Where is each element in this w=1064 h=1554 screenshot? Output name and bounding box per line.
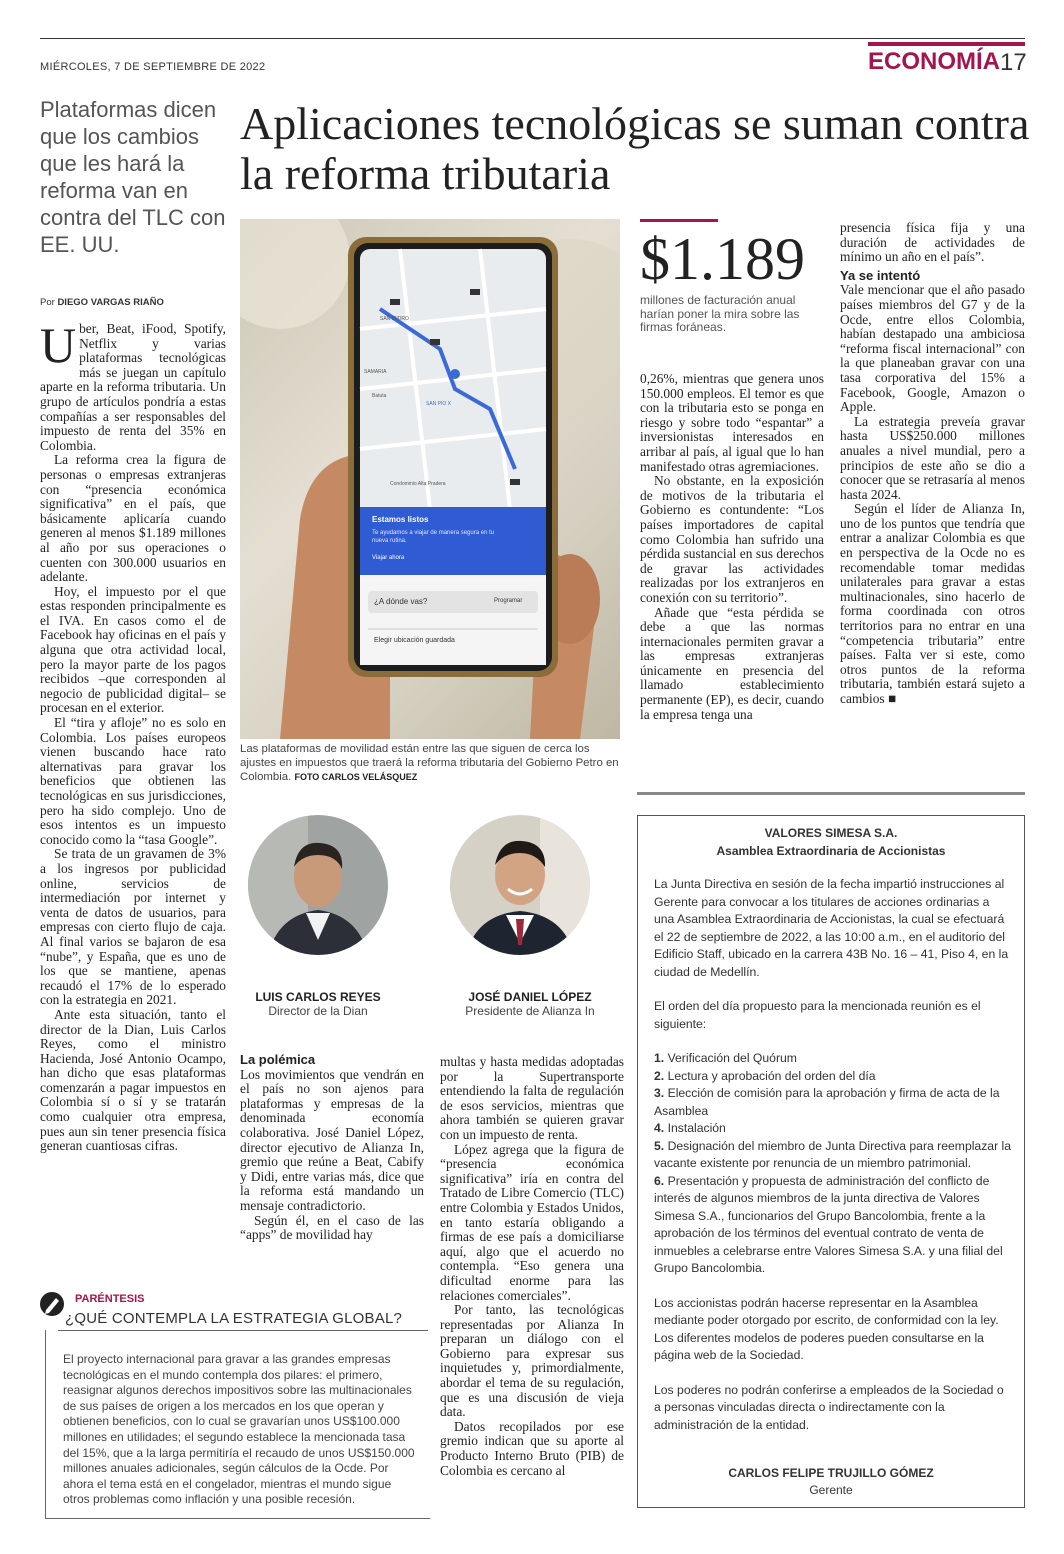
agenda-item: 1. Verificación del Quórum — [654, 1051, 797, 1065]
article-headline: Aplicaciones tecnológicas se suman contra la reforma tributaria — [240, 98, 1030, 199]
map-label: SAN PIO X — [426, 401, 452, 407]
phone-card-link: Viajar ahora — [372, 555, 405, 561]
subheading-ya-se-intento: Ya se intentó — [840, 267, 921, 283]
article-column-3 — [640, 372, 824, 722]
article-paragraph: Uber, Beat, iFood, Spotify, Netflix y varias plataformas tecnológicas más se juegan un capítulo aparte en la reforma tributaria. Un grupo de artículos pondría a estas compañías a ser responsables del impuesto de renta del 35% en Colombia. — [40, 317, 226, 453]
phone-card-title: Estamos listos — [372, 515, 429, 524]
article-paragraph: 0,26%, mientras que genera unos 150.000 empleos. El temor es que con la tributaria esto se ponga en riesgo y sobre todo “espantar” a inversionistas interesados en arribar al país, al igual que lo han manifestado otras agremiaciones. — [640, 371, 824, 474]
parentesis-label: PARÉNTESIS — [75, 1293, 145, 1305]
photo-credit: FOTO CARLOS VELÁSQUEZ — [294, 772, 418, 782]
agenda-item: 6. Presentación y propuesta de administración del conflicto de interés de algunos miembros de la junta directiva de Valores Simesa S.A., funcionarios del Grupo Bancolombia, frente a la aprobación de los términos del eventual contrato de venta de inmuebles a celebrarse entre Valores Simesa S.A. y una filial del Grupo Bancolombia. — [654, 1173, 1003, 1275]
phone-search-action: Programar — [494, 598, 523, 604]
article-paragraph: La reforma crea la figura de personas o empresas extranjeras con “presencia económica significativa” en el país, que básicamente aplicaría cuando generen al menos $1.189 millones al año por sus operaciones o cuenten con 300.000 usuarios en adelante. — [40, 452, 226, 585]
portrait-luis-carlos-reyes — [248, 815, 388, 955]
agenda-item: 3. Elección de comisión para la aprobación y firma de acta de la Asamblea — [654, 1086, 1000, 1118]
portrait-jose-daniel-lopez — [450, 815, 590, 955]
photo-caption-text: Las plataformas de movilidad están entre las que siguen de cerca los ajustes en impuestos que traerá la reforma tributaria del Gobierno Petro en Colombia. — [240, 743, 619, 783]
shareholders-notice — [637, 815, 1025, 1508]
agenda-item: 5. Designación del miembro de Junta Directiva para reemplazar la vacante existente por renuncia de un miembro patrimonial. — [654, 1138, 1012, 1170]
page-number: 17 — [1000, 49, 1027, 76]
agenda-item: 2. Lectura y aprobación del orden del día — [654, 1068, 876, 1083]
article-paragraph: Datos recopilados por ese gremio indican que su aporte al Producto Interno Bruto (PIB) de Colombia es cercano al — [440, 1418, 624, 1478]
byline-author: DIEGO VARGAS RIAÑO — [57, 297, 164, 308]
article-paragraph: presencia física fija y una duración de actividades de mínimo un año en el país”. — [840, 220, 1025, 265]
notice-top-rule — [637, 792, 1025, 795]
article-paragraph: Añade que “esta pérdida se debe a que las normas internacionales permiten gravar a las empresas extranjeras únicamente en presencia del llamado establecimiento permanente (EP), es decir, cuando la empresa tenga una — [640, 604, 824, 722]
agenda-list — [654, 1050, 1012, 1278]
article-paragraph: Por tanto, las tecnológicas representadas por Alianza In preparan un diálogo con el Gobierno para expresar sus inquietudes y, primordialmente, abordar el tema de su regulación, que es una discusión de vieja data. — [440, 1302, 624, 1420]
notice-signer-role: Gerente — [809, 1483, 853, 1497]
article-column-middle — [440, 1055, 624, 1478]
person-role: Director de la Dian — [268, 1004, 368, 1018]
notice-paragraph: El orden del día propuesto para la mencionada reunión es el siguiente: — [654, 999, 981, 1031]
phone-saved-label: Elegir ubicación guardada — [374, 637, 455, 644]
stat-number: $1.189 — [640, 226, 805, 292]
article-paragraph: López agrega que la figura de “presencia económica significativa” iría en contra del Tratado de Libre Comercio (TLC) entre Colombia y Estados Unidos, en tanto estaría obligando a firmas de ese país a domiciliarse aquí, algo que el acuerdo no contempla. “Eso genera una dificultad enorme para las relaciones comerciales”. — [440, 1141, 624, 1303]
notice-body — [654, 876, 1012, 1434]
person-name: LUIS CARLOS REYES — [255, 990, 381, 1004]
parentesis-text: El proyecto internacional para gravar a las grandes empresas tecnológicas en el mundo contempla dos pilares: el primero, reasignar algunos derechos impositivos sobre las multinacionales de sus países de origen a los mercados en los que operan y obtienen beneficios, con lo cual se gravarían unos US$100.000 millones en utilidades; el segundo establece la mencionada tasa del 15%, que a la larga permitiría el recaudo de unos US$150.000 millones anuales adicionales, según cálculos de la Ocde. Por ahora el tema está en el congelador, mientras el mundo sigue otros problemas como inflación y una posible recesión. — [63, 1352, 415, 1507]
pen-icon — [38, 1290, 66, 1323]
article-paragraph: Ante esta situación, tanto el director de la Dian, Luis Carlos Reyes, como el ministro Hacienda, José Antonio Ocampo, han dicho que esas plataformas comenzarán a pagar impuestos en Colombia sí o sí y se tratarán como cualquier otra empresa, pues aun sin tener presencia física generan cuantiosas cifras. — [40, 1006, 226, 1154]
byline — [40, 297, 164, 308]
article-paragraph: El “tira y afloje” no es solo en Colombia. Los países europeos vienen buscando hace rato alternativas para gravar los beneficios que obtienen las tecnológicas en sus jurisdicciones, pero ha sido complejo. Uno de esos intentos es un impuesto conocido como la “tasa Google”. — [40, 715, 226, 847]
person-name: JOSÉ DANIEL LÓPEZ — [468, 990, 592, 1004]
article-paragraph: Hoy, el impuesto por el que estas responden principalmente es el IVA. En casos como el de Facebook hay oficinas en el país y alguna que otra actividad local, pero la mayor parte de los pagos recibidos –que corresponden al negocio de publicidad digital– se procesan en el exterior. — [40, 583, 226, 716]
person-role: Presidente de Alianza In — [465, 1004, 595, 1018]
agenda-item: 4. Instalación — [654, 1121, 726, 1135]
article-column-polemica — [240, 1053, 424, 1243]
map-label: Condominio Alta Pradera — [390, 481, 446, 487]
section-accent-bar — [868, 42, 1025, 46]
subheading-la-polemica: La polémica — [240, 1052, 316, 1067]
drop-cap: U — [40, 317, 77, 373]
article-column-4 — [840, 221, 1025, 707]
issue-date: MIÉRCOLES, 7 DE SEPTIEMBRE DE 2022 — [40, 61, 266, 73]
main-photo — [240, 219, 620, 739]
byline-prefix: Por — [40, 297, 55, 308]
article-paragraph: No obstante, en la exposición de motivos de la tributaria el Gobierno es contundente: “Los países importadores de capital como Colombia han sufrido una pérdida sustancial en sus derechos de gravar las actividades realizadas por los extranjeros en conexión con su territorio”. — [640, 473, 824, 605]
article-paragraph: Vale mencionar que el año pasado países miembros del G7 y de la Ocde, entre ellos Colombia, habían destapado una ambiciosa “reforma fiscal internacional” con la que planeaban gravar con una tasa corporativa del 15% a Facebook, Google, Amazon o Apple. — [840, 282, 1025, 415]
phone-card-text: Te ayudamos a viajar de manera segura en tu nueva rutina. — [372, 530, 495, 544]
notice-signer: CARLOS FELIPE TRUJILLO GÓMEZ — [728, 1466, 934, 1480]
article-paragraph: Según él, en el caso de las “apps” de movilidad hay — [240, 1212, 424, 1243]
notice-paragraph: Los accionistas podrán hacerse representar en la Asamblea mediante poder otorgado por escrito, de conformidad con la ley. Los diferentes modelos de poderes pueden consultarse en la página web de la Sociedad. — [654, 1295, 999, 1362]
article-column-1 — [40, 317, 226, 1154]
article-paragraph: Los movimientos que vendrán en el país no son ajenos para plataformas y empresas de la denominada economía colaborativa. José Daniel López, director ejecutivo de Alianza In, gremio que reúne a Beat, Cabify y Didi, entre varias más, dice que la reforma está mandando un mensaje contradictorio. — [240, 1066, 424, 1213]
map-label: Batuta — [372, 393, 387, 399]
phone-search-label: ¿A dónde vas? — [374, 597, 428, 606]
stat-text: millones de facturación anual harían poner la mira sobre las firmas foráneas. — [640, 293, 800, 334]
article-deck: Plataformas dicen que los cambios que les hará la reforma van en contra del TLC con EE. UU. — [40, 97, 226, 257]
section-name: ECONOMÍA — [868, 48, 1000, 75]
photo-caption — [240, 742, 626, 784]
stat-accent-rule — [640, 219, 718, 222]
notice-paragraph: La Junta Directiva en sesión de la fecha impartió instrucciones al Gerente para convocar a los titulares de acciones ordinarias a una Asamblea Extraordinaria de Accionistas, la cual se efectuará el 22 de septiembre de 2022, a las 10:00 a.m., en el auditorio del Edificio Staff, ubicado en la carrera 43B No. 16 – 41, Piso 4, en la ciudad de Medellín. — [654, 877, 1009, 979]
article-paragraph: La estrategia preveía gravar hasta US$250.000 millones anuales a nivel mundial, pero a principios de este año se dio a conocer que se retrasaría al menos hasta 2024. — [840, 413, 1025, 502]
notice-company: VALORES SIMESA S.A. — [764, 826, 898, 840]
article-paragraph: Según el líder de Alianza In, uno de los puntos que tendría que entrar a analizar Colombia es que en perspectiva de la Ocde no es recomendable tomar medidas unilaterales para gravar a estas multinacionales, sino hacerlo de forma coordinada con otros territorios para no entrar en una “competencia tributaria” entre países. Falta ver si este, como otros puntos de la reforma tributaria, también estará sujeto a cambios ■ — [840, 501, 1025, 706]
parentesis-title: ¿QUÉ CONTEMPLA LA ESTRATEGIA GLOBAL? — [65, 1310, 403, 1327]
article-paragraph: Se trata de un gravamen de 3% a los ingresos por publicidad online, servicios de intermediación por internet y venta de datos de usuarios, para empresas con cierto flujo de caja. Al final varios se bajaron de esa “nube”, y España, que es uno de los que se mantiene, apenas recaudó el 17% de lo esperado con la estrategia en 2021. — [40, 846, 226, 1008]
notice-paragraph: Los poderes no podrán conferirse a empleados de la Sociedad o a personas vinculadas directa o indirectamente con la administración de la entidad. — [654, 1382, 1004, 1432]
article-paragraph: multas y hasta medidas adoptadas por la Supertransporte entendiendo la falta de regulación de esos servicios, mientras que ahora también se quieren gravar con un impuesto de renta. — [440, 1054, 624, 1142]
top-rule — [40, 38, 1025, 39]
map-label: SAMARIA — [364, 369, 387, 375]
map-label: SAN ISIDRO — [380, 316, 409, 322]
notice-subtitle: Asamblea Extraordinaria de Accionistas — [716, 844, 946, 858]
